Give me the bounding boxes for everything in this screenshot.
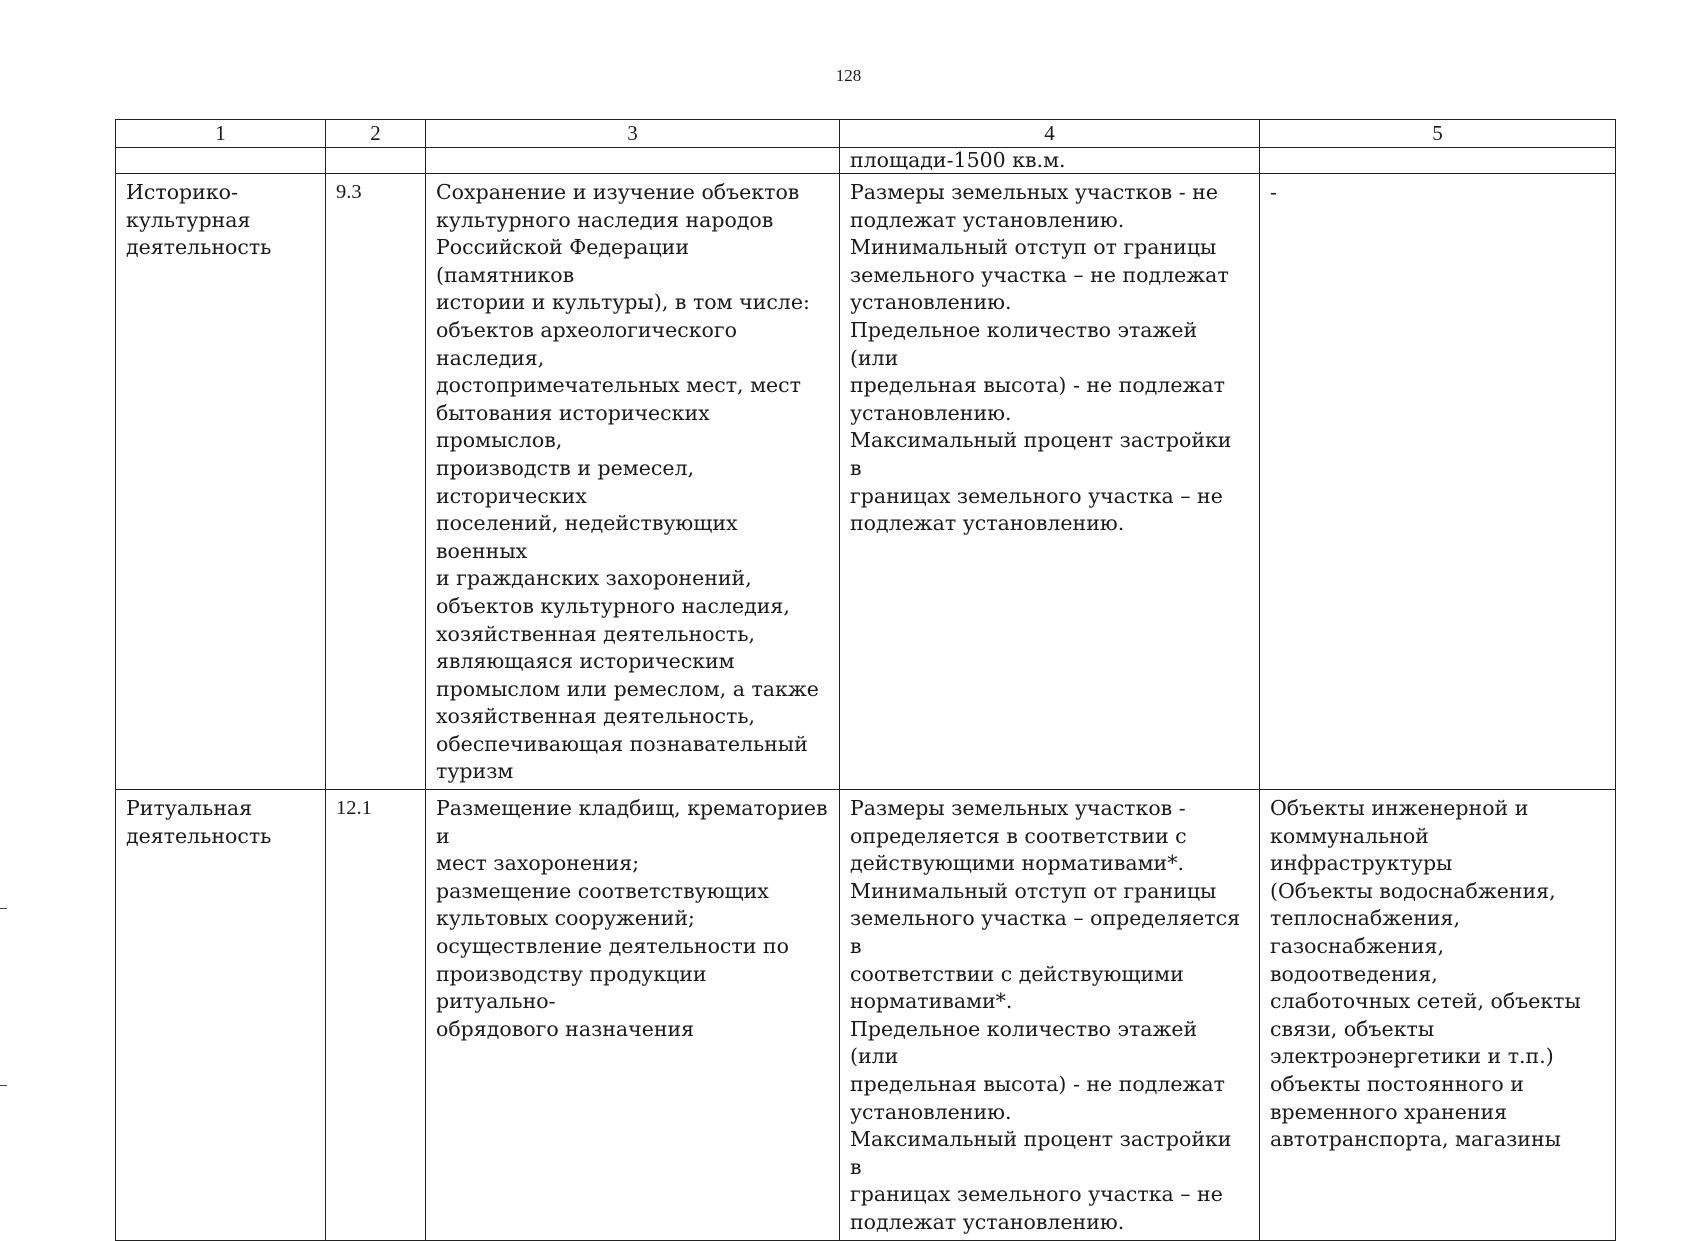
table-cell [1260, 148, 1616, 174]
activity-code-cell: 9.3 [326, 174, 426, 790]
scan-edge-mark [0, 1085, 7, 1086]
column-header: 4 [840, 120, 1260, 148]
table-cell [426, 148, 840, 174]
zoning-table [115, 119, 1616, 1241]
activity-type-cell: Ритуальная деятельность [116, 790, 326, 1241]
table-header-row [116, 120, 1616, 148]
parameters-cell: Размеры земельных участков - не подлежат установлению. Минимальный отступ от границы земельного участка – не подлежат установлению. Предельное количество этажей (или предельная высота) - не подлежат установлению. Максимальный процент застройки в границах земельного участка – не подлежат установлению. [840, 174, 1260, 790]
table-cell: площади-1500 кв.м. [840, 148, 1260, 174]
scan-edge-mark [0, 908, 7, 909]
activity-code-cell: 12.1 [326, 790, 426, 1241]
auxiliary-uses-cell: - [1260, 174, 1616, 790]
column-header: 1 [116, 120, 326, 148]
column-header: 3 [426, 120, 840, 148]
column-header: 2 [326, 120, 426, 148]
activity-description-cell: Размещение кладбищ, крематориев и мест захоронения; размещение соответствующих культовых сооружений; осуществление деятельности по производству продукции ритуально- обрядового назначения [426, 790, 840, 1241]
page-number: 128 [835, 66, 862, 85]
activity-type-cell: Историко- культурная деятельность [116, 174, 326, 790]
parameters-cell: Размеры земельных участков - определяется в соответствии с действующими нормативами*. Минимальный отступ от границы земельного участка – определяется в соответствии с действующими нормативами*. Предельное количество этажей (или предельная высота) - не подлежат установлению. Максимальный процент застройки в границах земельного участка – не подлежат установлению. [840, 790, 1260, 1241]
auxiliary-uses-cell: Объекты инженерной и коммунальной инфраструктуры (Объекты водоснабжения, теплоснабжения, газоснабжения, водоотведения, слаботочных сетей, объекты связи, объекты электроэнергетики и т.п.) объекты постоянного и временного хранения автотранспорта, магазины [1260, 790, 1616, 1241]
continuation-row [116, 148, 1616, 174]
activity-description-cell: Сохранение и изучение объектов культурного наследия народов Российской Федерации (памятников истории и культуры), в том числе: объектов археологического наследия, достопримечательных мест, мест бытования исторических промыслов, производств и ремесел, исторических поселений, недействующих военных и гражданских захоронений, объектов культурного наследия, хозяйственная деятельность, являющаяся историческим промыслом или ремеслом, а также хозяйственная деятельность, обеспечивающая познавательный туризм [426, 174, 840, 790]
table-row [116, 174, 1616, 790]
table-row [116, 790, 1616, 1241]
column-header: 5 [1260, 120, 1616, 148]
table-cell [326, 148, 426, 174]
table-cell [116, 148, 326, 174]
